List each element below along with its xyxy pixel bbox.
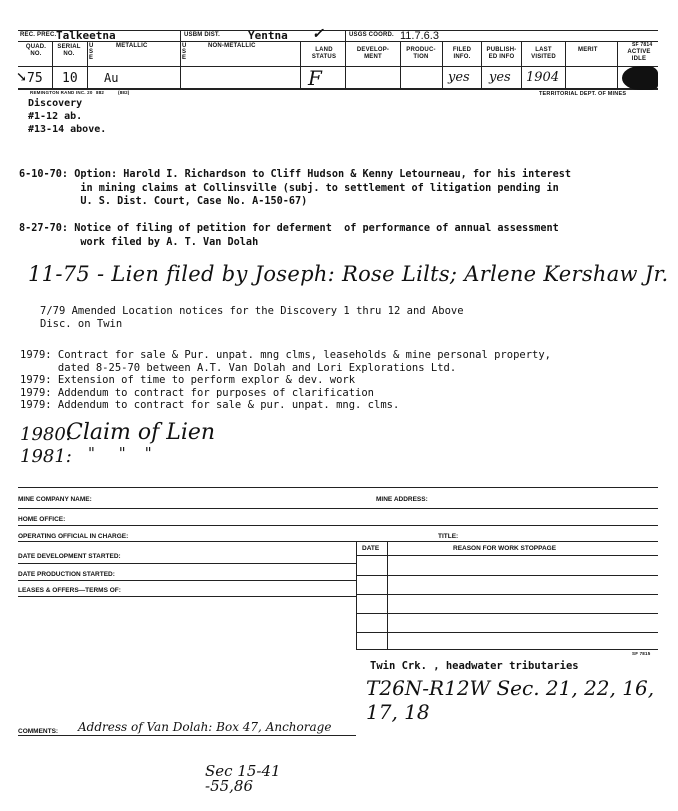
usgs-coord-value: 11.7.6.3: [400, 30, 439, 42]
usgs-coord-label: USGS COORD.: [349, 32, 394, 38]
comments-label: COMMENTS:: [18, 728, 59, 735]
non-metallic-label: NON-METALLIC: [208, 43, 256, 49]
reason-work-stoppage-label: REASON FOR WORK STOPPAGE: [453, 545, 557, 552]
active-idle-label: ACTIVE IDLE: [627, 49, 651, 62]
header-divider: [521, 41, 522, 88]
metallic-value: Au: [104, 71, 119, 85]
form-line: [356, 555, 658, 556]
hand-1980-text: Claim of Lien: [66, 420, 216, 445]
form-line: [356, 632, 658, 633]
entry-1970-option: [19, 168, 571, 209]
mine-company-label: MINE COMPANY NAME:: [18, 496, 92, 503]
form-divider: [356, 541, 357, 649]
header-divider: [481, 41, 482, 88]
production-label: PRODUC-TION: [406, 47, 436, 60]
last-visited-value: 1904: [526, 70, 560, 85]
quad-no-label: QUAD. NO.: [25, 44, 47, 57]
form-line: [356, 594, 658, 595]
handwritten-lien: 11-75 - Lien filed by Joseph: Rose Lilts; Arlene Kershaw Jr.: [28, 262, 669, 286]
entry-1970-deferment: [19, 222, 559, 249]
hand-1980-year: 1980:: [20, 424, 72, 445]
form-line: [356, 613, 658, 614]
contract-line: 1979: Addendum to contract for purposes of clarification: [20, 386, 375, 399]
location-typed: Twin Crk. , headwater tributaries: [370, 660, 579, 672]
leases-offers-label: LEASES & OFFERS—TERMS OF:: [18, 587, 121, 594]
header-divider: [617, 41, 618, 88]
header-line: [18, 88, 658, 90]
form-line: [18, 525, 658, 526]
header-divider: [87, 41, 88, 88]
location-handwritten: T26N-R12W Sec. 21, 22, 16, 17, 18: [366, 676, 655, 724]
published-info-value: yes: [489, 70, 511, 85]
merit-label: MERIT: [578, 47, 598, 53]
claim-line: #13-14 above.: [28, 124, 107, 135]
mine-address-label: MINE ADDRESS:: [376, 496, 428, 503]
entry-text: Option: Harold I. Richardson to Cliff Hudson & Kenny Letourneau, for his interest in mining claims at Collinsville (subj. to settlement of litigation pending in U. S. Dist. Court, Case No. A-150-67): [74, 169, 572, 207]
form-number-bottom: SF 7815: [632, 651, 651, 656]
use-label: U S E: [182, 43, 187, 61]
form-number-top: SF 7814: [632, 42, 653, 48]
form-line: [356, 575, 658, 576]
contract-line: 1979: Extension of time to perform explor & dev. work: [20, 374, 356, 386]
header-divider: [180, 30, 181, 41]
check-mark-icon: ✓: [312, 26, 324, 42]
printer-imprint: REMINGTON RAND INC. 20: [30, 90, 93, 95]
form-line: [18, 541, 658, 542]
usbm-dist-value: Yentna: [248, 29, 288, 42]
hand-1981-ditto: " " ": [88, 444, 152, 462]
date-development-label: DATE DEVELOPMENT STARTED:: [18, 553, 121, 560]
quad-no-mark: ↘: [16, 70, 27, 85]
entry-date: 6-10-70:: [19, 169, 69, 180]
quad-no-value: 75: [27, 71, 43, 86]
hand-1981-year: 1981:: [20, 446, 72, 467]
entry-text: Notice of filing of petition for deferment of performance of annual assessment work filed by A. T. Van Dolah: [74, 223, 559, 248]
contract-line: 1979: Addendum to contract for sale & pur. unpat. mng. clms.: [20, 399, 400, 411]
serial-no-label: SERIAL NO.: [57, 44, 81, 57]
date-production-label: DATE PRODUCTION STARTED:: [18, 571, 115, 578]
active-idle-mark: [622, 66, 658, 90]
land-status-value: F: [308, 66, 322, 90]
header-divider: [180, 41, 181, 88]
header-divider: [345, 30, 346, 41]
printer-code-2: (882): [118, 90, 130, 95]
published-info-label: PUBLISH-ED INFO: [486, 47, 517, 60]
header-line: [18, 66, 658, 67]
comments-value: Address of Van Dolah: Box 47, Anchorage: [78, 720, 332, 734]
contract-line: dated 8-25-70 between A.T. Van Dolah and Lori Explorations Ltd.: [20, 361, 457, 374]
last-visited-label: LAST VISITED: [531, 47, 556, 60]
serial-no-value: 10: [62, 71, 78, 86]
section-note: Sec 15-41 -55,86: [205, 762, 281, 795]
form-line: [356, 649, 658, 650]
claim-names: [28, 97, 106, 136]
territorial-dept-label: TERRITORIAL DEPT. OF MINES: [539, 91, 627, 97]
printer-code: 882: [96, 90, 105, 95]
usbm-dist-label: USBM DIST.: [184, 32, 221, 38]
filed-info-label: FILED INFO.: [452, 47, 472, 60]
form-line: [18, 508, 658, 509]
form-divider: [387, 541, 388, 649]
header-divider: [300, 41, 301, 88]
development-label: DEVELOP-MENT: [356, 47, 390, 60]
title-label: TITLE:: [438, 533, 459, 540]
metallic-label: METALLIC: [116, 43, 148, 49]
form-line: [18, 563, 356, 564]
operating-official-label: OPERATING OFFICIAL IN CHARGE:: [18, 533, 129, 540]
use-label: U S E: [89, 43, 94, 61]
date-column-label: DATE: [362, 545, 380, 552]
form-line: [18, 580, 356, 581]
rec-prec-value: Talkeetna: [56, 29, 116, 42]
claim-line: Discovery: [28, 98, 83, 109]
claim-line: #1-12 ab.: [28, 111, 83, 122]
contracts-list: [20, 349, 551, 412]
form-line: [18, 596, 356, 597]
form-line: [18, 487, 658, 488]
land-status-label: LAND STATUS: [311, 47, 337, 60]
rec-prec-label: REC. PREC.: [20, 32, 57, 38]
entry-date: 8-27-70:: [19, 223, 69, 234]
contract-line: 1979: Contract for sale & Pur. unpat. mng clms, leaseholds & mine personal property,: [20, 349, 552, 361]
amended-location-note: 7/79 Amended Location notices for the Discovery 1 thru 12 and Above Disc. on Twin: [40, 305, 464, 330]
home-office-label: HOME OFFICE:: [18, 516, 66, 523]
header-divider: [400, 41, 401, 88]
header-divider: [442, 41, 443, 88]
header-divider: [565, 41, 566, 88]
filed-info-value: yes: [448, 70, 470, 85]
header-divider: [52, 41, 53, 88]
form-line: [18, 735, 356, 736]
header-divider: [345, 41, 346, 88]
